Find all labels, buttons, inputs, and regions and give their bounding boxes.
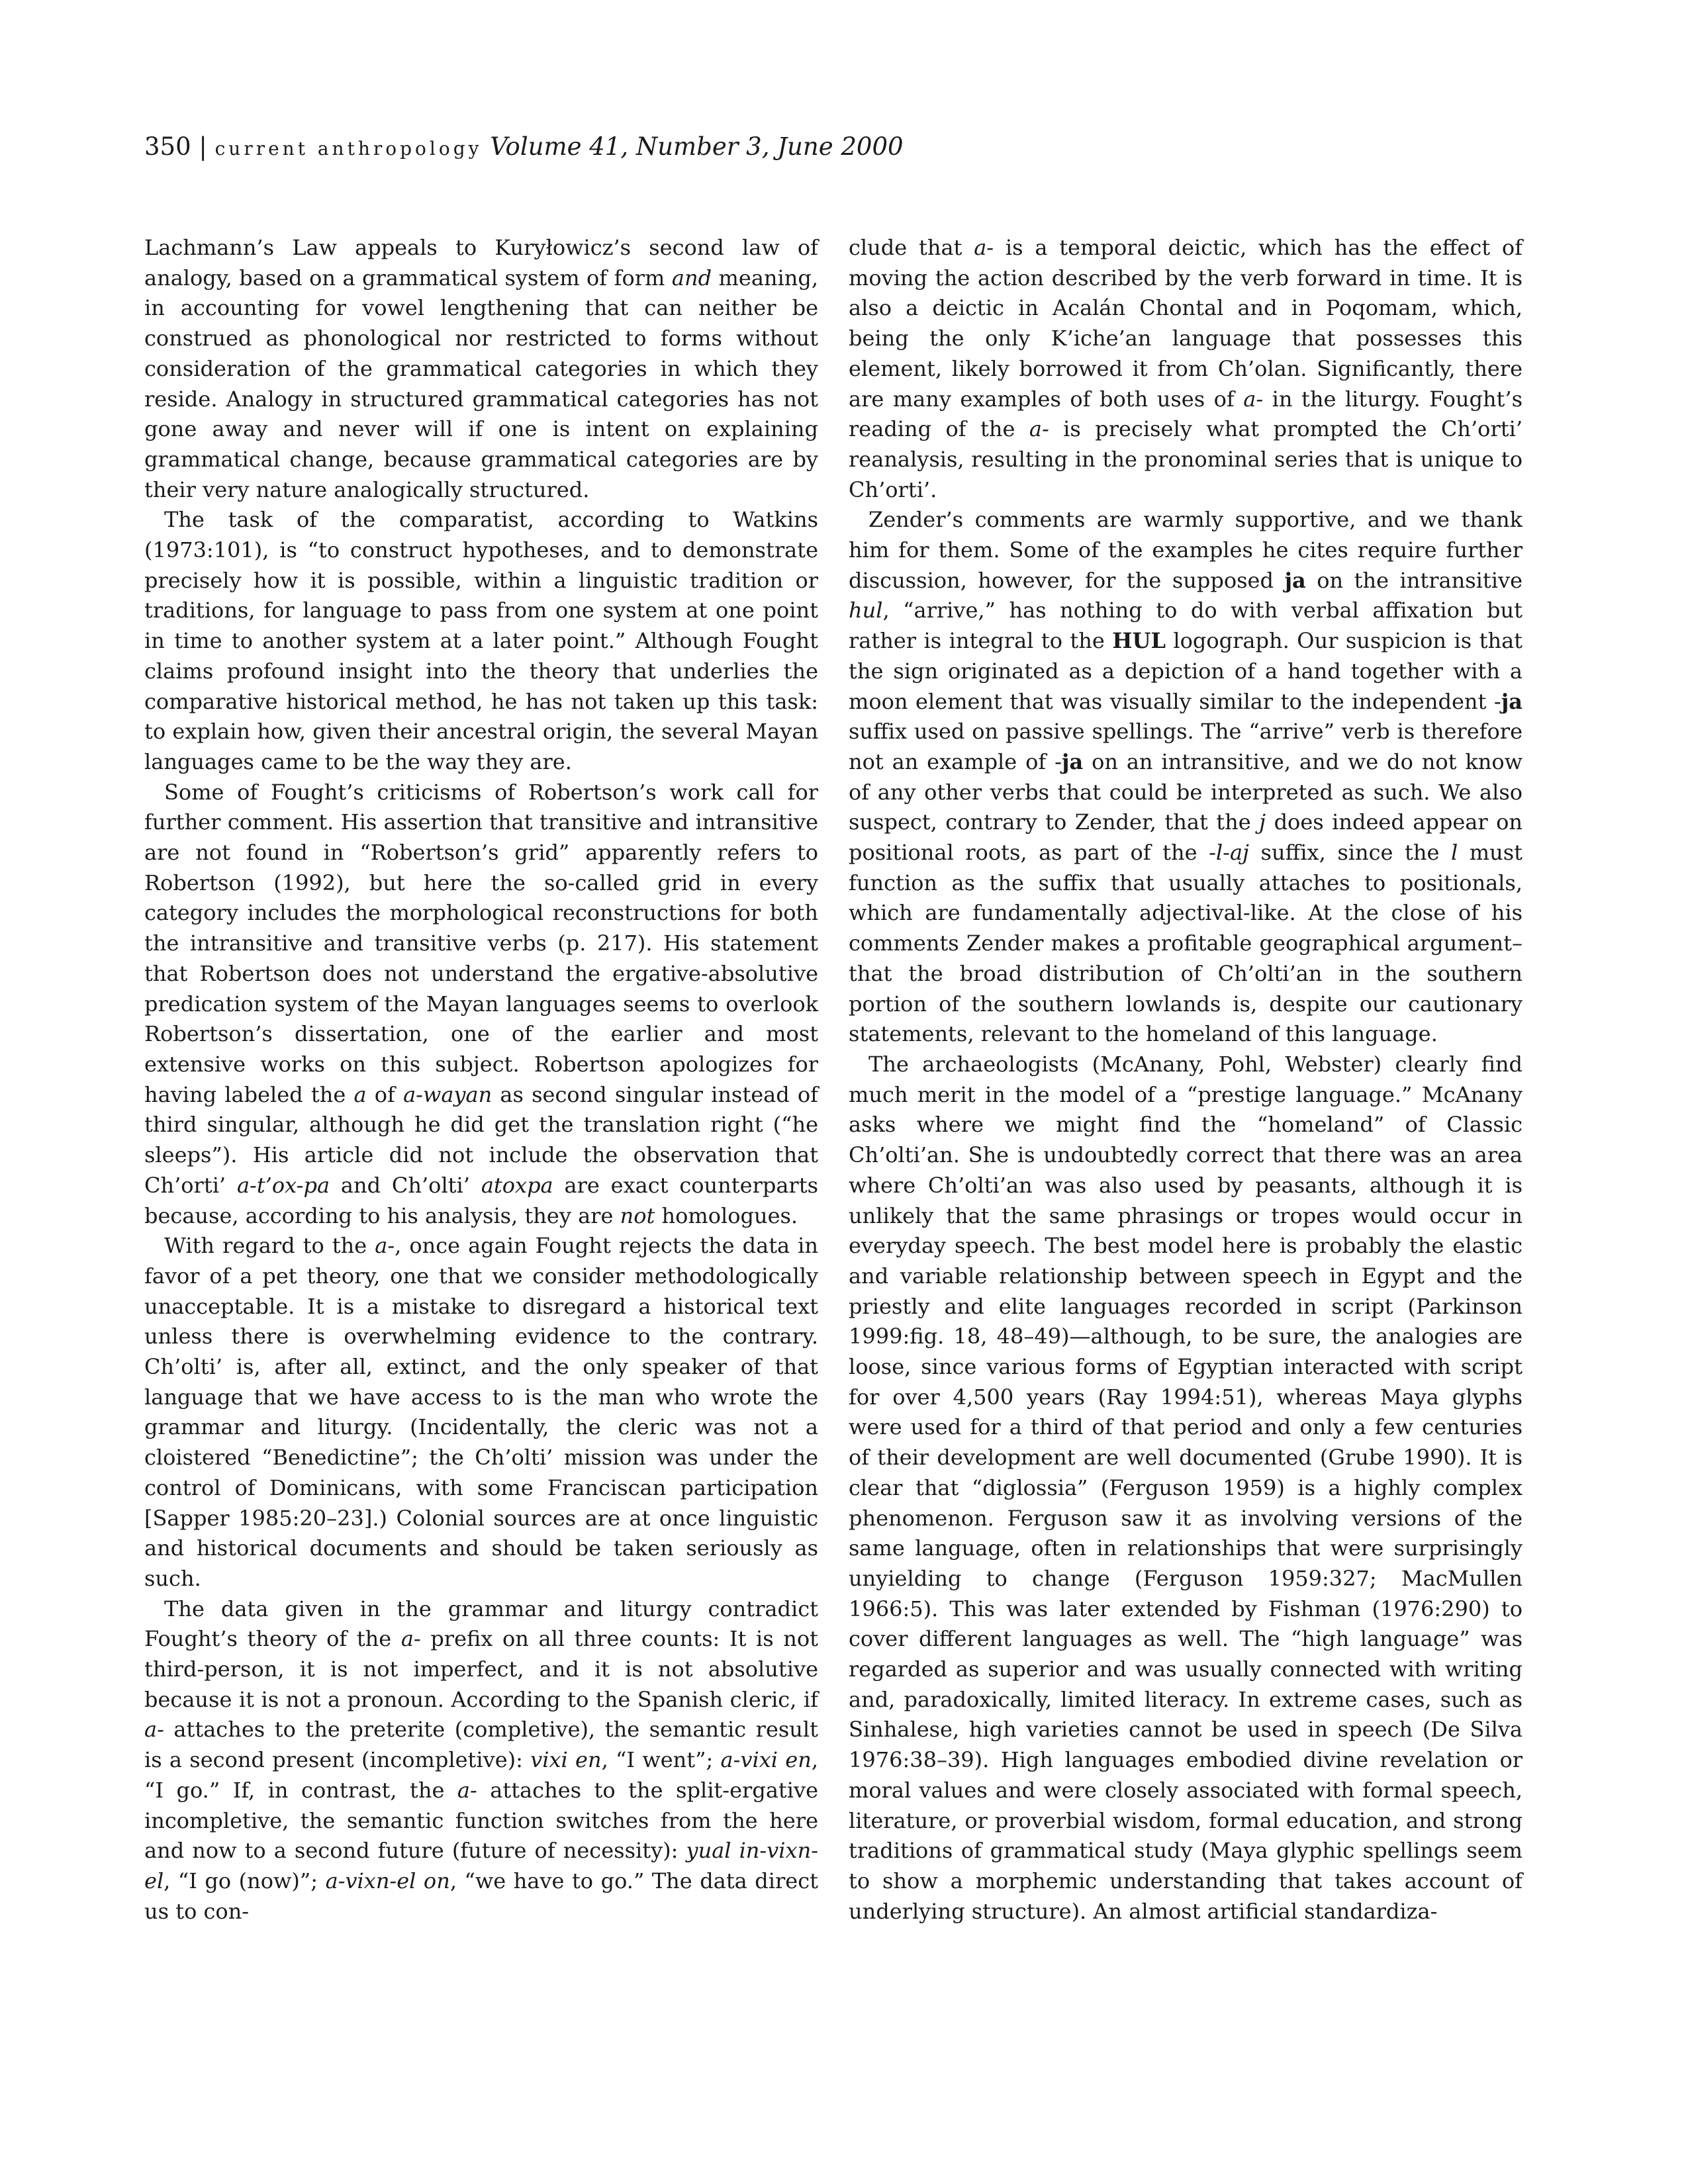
paragraph: Some of Fought’s criticisms of Robertson’s work call for further comment. His assertion that transitive and intransitive are not found in “Robertson’s grid” apparently refers to Robertson (1992), but here the so-called grid in every category includes the morphological reconstructions for both the intransitive and transitive verbs (p. 217). His statement that Robertson does not understand the ergative-absolutive predication system of the Mayan languages seems to overlook Robertson’s dissertation, one of the earlier and most extensive works on this subject. Robertson apologizes for having labeled the a of a-wayan as second singular instead of third singular, although he did get the translation right (“he sleeps”). His article did not include the observation that Ch’orti’ a-t’ox-pa and Ch’olti’ atoxpa are exact counterparts because, according to his analysis, they are not homologues. [144,779,819,1228]
left-column [144,233,818,1927]
paragraph: With regard to the a-, once again Fought rejects the data in favor of a pet theory, one that we consider methodologically unacceptable. It is a mistake to disregard a historical text unless there is overwhelming evidence to the contrary. Ch’olti’ is, after all, extinct, and the only speaker of that language that we have access to is the man who wrote the grammar and liturgy. (Incidentally, the cleric was not a cloistered “Benedictine”; the Ch’olti’ mission was under the control of Dominicans, with some Franciscan participation [Sapper 1985:20–23].) Colonial sources are at once linguistic and historical documents and should be taken seriously as such. [144,1233,819,1591]
paragraph: clude that a- is a temporal deictic, which has the effect of moving the action described by the verb forward in time. It is also a deictic in Acalán Chontal and in Poqomam, which, being the only K’iche’an language that possesses this element, likely borrowed it from Ch’olan. Significantly, there are many examples of both uses of a- in the liturgy. Fought’s reading of the a- is precisely what prompted the Ch’orti’ reanalysis, resulting in the pronominal series that is unique to Ch’orti’. [849,235,1523,502]
paragraph: Zender’s comments are warmly supportive, and we thank him for them. Some of the examples he cites require further discussion, however, for the supposed ja on the intransitive hul, “arrive,” has nothing to do with verbal affixation but rather is integral to the HUL logograph. Our suspicion is that the sign originated as a depiction of a hand together with a moon element that was visually similar to the independent -ja suffix used on passive spellings. The “arrive” verb is therefore not an example of -ja on an intransitive, and we do not know of any other verbs that could be interpreted as such. We also suspect, contrary to Zender, that the j does indeed appear on positional roots, as part of the -l-aj suffix, since the l must function as the suffix that usually attaches to positionals, which are fundamentally adjectival-like. At the close of his comments Zender makes a profitable geographical argument–that the broad distribution of Ch’olti’an in the southern portion of the southern lowlands is, despite our cautionary statements, relevant to the homeland of this language. [849,507,1523,1047]
page-number: 350 [144,132,191,161]
paragraph: The task of the comparatist, according to Watkins (1973:101), is “to construct hypotheses, and to demonstrate precisely how it is possible, within a linguistic tradition or traditions, for language to pass from one system at one point in time to another system at a later point.” Although Fought claims profound insight into the theory that underlies the comparative historical method, he has not taken up this task: to explain how, given their ancestral origin, the several Mayan languages came to be the way they are. [144,507,818,774]
issue-info: Volume 41, Number 3, June 2000 [490,132,904,161]
paragraph: The data given in the grammar and liturgy contradict Fought’s theory of the a- prefix on all three counts: It is not third-person, it is not imperfect, and it is not absolutive because it is not a pronoun. According to the Spanish cleric, if a- attaches to the preterite (completive), the semantic result is a second present (incompletive): vixi en, “I went”; a-vixi en, “I go.” If, in contrast, the a- attaches to the split-ergative incompletive, the semantic function switches from the here and now to a second future (future of necessity): yual in-vixn-el, “I go (now)”; a-vixn-el on, “we have to go.” The data direct us to con- [144,1596,819,1924]
journal-name: current anthropology [214,138,483,159]
paragraph: Lachmann’s Law appeals to Kuryłowicz’s second law of analogy, based on a grammatical system of form and meaning, in accounting for vowel lengthening that can neither be construed as phonological nor restricted to forms without consideration of the grammatical categories in which they reside. Analogy in structured grammatical categories has not gone away and never will if one is intent on explaining grammatical change, because grammatical categories are by their very nature analogically structured. [144,235,819,502]
header-separator: | [199,132,207,161]
paragraph: The archaeologists (McAnany, Pohl, Webster) clearly find much merit in the model of a “prestige language.” McAnany asks where we might find the “homeland” of Classic Ch’olti’an. She is undoubtedly correct that there was an area where Ch’olti’an was also used by peasants, although it is unlikely that the same phrasings or tropes would occur in everyday speech. The best model here is probably the elastic and variable relationship between speech in Egypt and the priestly and elite languages recorded in script (Parkinson 1999:fig. 18, 48–49)—although, to be sure, the analogies are loose, since various forms of Egyptian interacted with script for over 4,500 years (Ray 1994:51), whereas Maya glyphs were used for a third of that period and only a few centuries of their development are well documented (Grube 1990). It is clear that “diglossia” (Ferguson 1959) is a highly complex phenomenon. Ferguson saw it as involving versions of the same language, often in relationships that were surprisingly unyielding to change (Ferguson 1959:327; MacMullen 1966:5). This was later extended by Fishman (1976:290) to cover different languages as well. The “high language” was regarded as superior and was usually connected with writing and, paradoxically, limited literacy. In extreme cases, such as Sinhalese, high varieties cannot be used in speech (De Silva 1976:38–39). High languages embodied divine revelation or moral values and were closely associated with formal speech, literature, or proverbial wisdom, formal education, and strong traditions of grammatical study (Maya glyphic spellings seem to show a morphemic understanding that takes account of underlying structure). An almost artificial standardiza- [849,1051,1523,1924]
right-column [849,233,1523,1927]
running-head [144,131,1336,165]
